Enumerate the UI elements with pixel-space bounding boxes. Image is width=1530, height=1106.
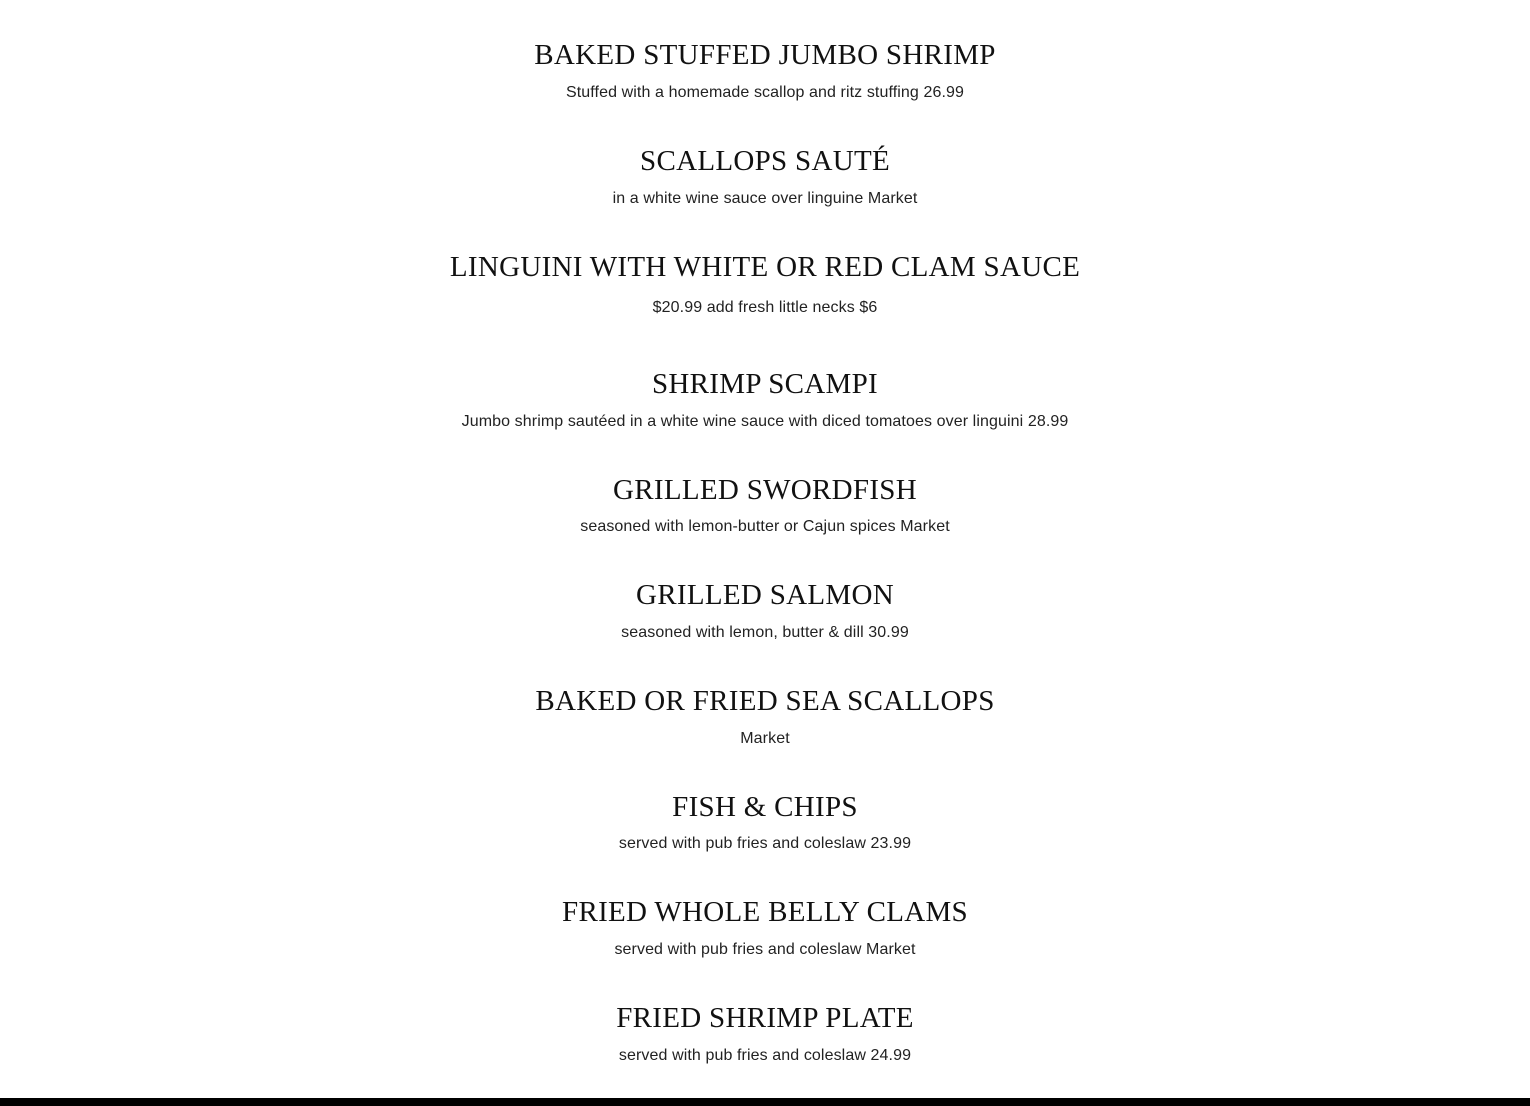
menu-item-description: served with pub fries and coleslaw 23.99 xyxy=(618,835,912,852)
menu-item xyxy=(0,144,1530,209)
menu-item-name: SHRIMP SCAMPI xyxy=(651,368,879,400)
menu-item xyxy=(0,578,1530,643)
menu-item-description: Jumbo shrimp sautéed in a white wine sauce with diced tomatoes over linguini 28.99 xyxy=(461,413,1069,430)
menu-item xyxy=(0,684,1530,749)
menu-item-description: $20.99 add fresh little necks $6 xyxy=(652,299,878,316)
menu-item xyxy=(0,1001,1530,1066)
menu-item-name: SCALLOPS SAUTÉ xyxy=(640,145,890,177)
menu-item-description: served with pub fries and coleslaw Market xyxy=(614,941,916,958)
menu-item xyxy=(0,473,1530,537)
menu-item-description: seasoned with lemon, butter & dill 30.99 xyxy=(621,624,909,641)
menu-item xyxy=(0,38,1530,103)
menu-item-name: BAKED STUFFED JUMBO SHRIMP xyxy=(534,39,996,71)
menu-item-name: GRILLED SWORDFISH xyxy=(613,474,917,506)
menu-item-name: FRIED WHOLE BELLY CLAMS xyxy=(562,896,968,928)
menu-item-description: in a white wine sauce over linguine Market xyxy=(612,190,918,207)
menu-item-name: GRILLED SALMON xyxy=(636,579,894,611)
menu-item xyxy=(0,250,1530,318)
menu-item-description: served with pub fries and coleslaw 24.99 xyxy=(618,1047,912,1064)
menu-item-name: FRIED SHRIMP PLATE xyxy=(616,1002,914,1034)
footer-bar xyxy=(0,1098,1530,1106)
menu-item-name: FISH & CHIPS xyxy=(672,791,858,823)
menu-item xyxy=(0,790,1530,854)
menu-item xyxy=(0,895,1530,960)
menu-item-description: seasoned with lemon-butter or Cajun spices Market xyxy=(580,518,950,535)
menu-item xyxy=(0,367,1530,432)
menu-item-name: LINGUINI WITH WHITE OR RED CLAM SAUCE xyxy=(449,251,1081,283)
menu-item-name: BAKED OR FRIED SEA SCALLOPS xyxy=(535,685,995,717)
menu-item-description: Stuffed with a homemade scallop and ritz stuffing 26.99 xyxy=(565,84,965,101)
menu-item-description: Market xyxy=(740,730,790,747)
